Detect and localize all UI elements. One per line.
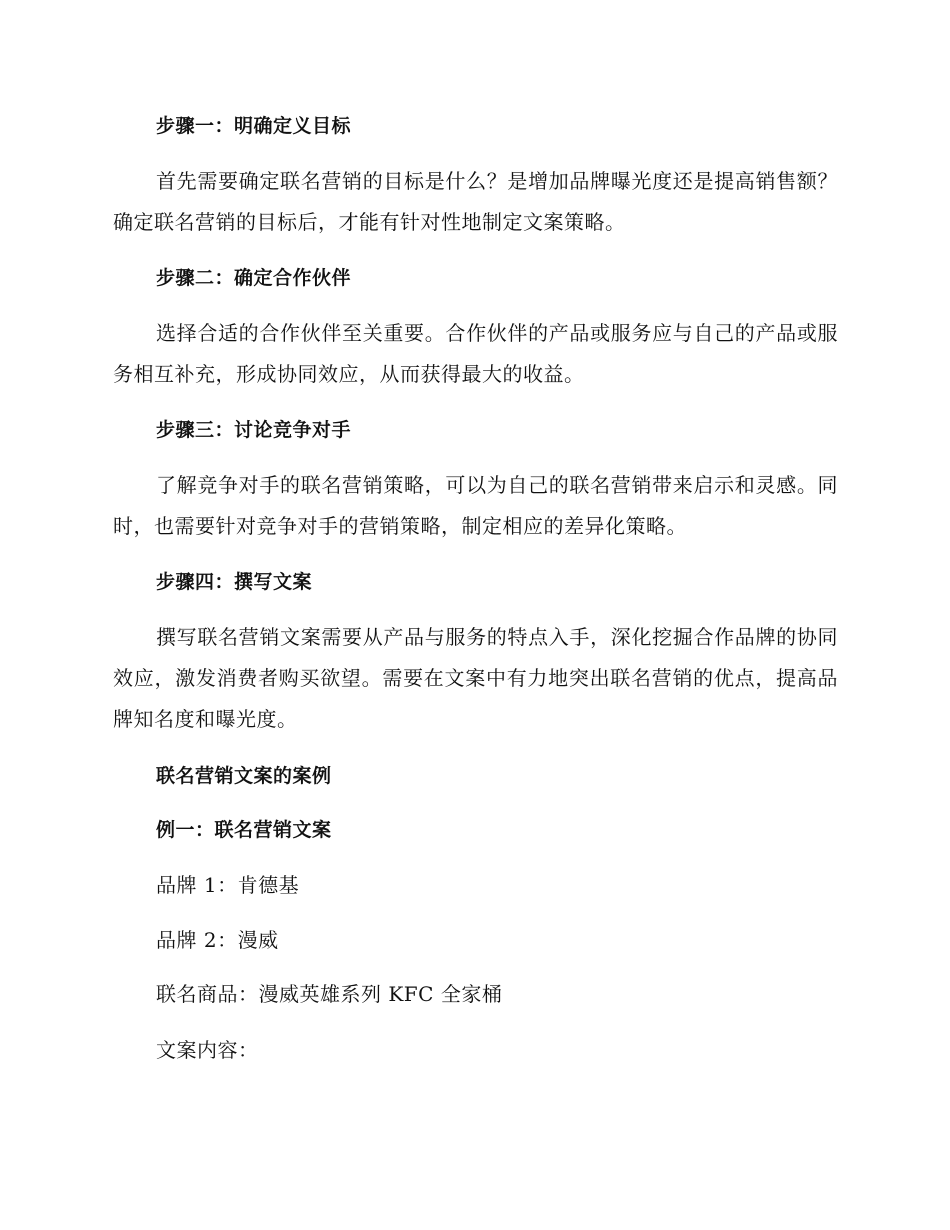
step2-heading: 步骤二：确定合作伙伴 (156, 267, 352, 289)
step1-paragraph: 首先需要确定联名营销的目标是什么？是增加品牌曝光度还是提高销售额？确定联名营销的目标后，才能有针对性地制定文案策略。 (113, 169, 838, 234)
brand2-line: 品牌 2：漫威 (156, 928, 279, 952)
step4-heading: 步骤四：撰写文案 (156, 571, 313, 593)
example1-heading: 例一：联名营销文案 (156, 819, 332, 841)
step3-heading: 步骤三：讨论竞争对手 (156, 419, 352, 441)
product-line: 联名商品：漫威英雄系列 KFC 全家桶 (156, 982, 503, 1006)
cases-heading: 联名营销文案的案例 (156, 765, 332, 787)
step3-paragraph: 了解竞争对手的联名营销策略，可以为自己的联名营销带来启示和灵感。同时，也需要针对竞争对手的营销策略，制定相应的差异化策略。 (113, 473, 838, 538)
step2-paragraph: 选择合适的合作伙伴至关重要。合作伙伴的产品或服务应与自己的产品或服务相互补充，形成协同效应，从而获得最大的收益。 (113, 321, 838, 386)
brand1-line: 品牌 1：肯德基 (156, 873, 300, 897)
content-label: 文案内容： (156, 1038, 259, 1062)
step4-paragraph: 撰写联名营销文案需要从产品与服务的特点入手，深化挖掘合作品牌的协同效应，激发消费者购买欲望。需要在文案中有力地突出联名营销的优点，提高品牌知名度和曝光度。 (113, 625, 838, 731)
step1-heading: 步骤一：明确定义目标 (156, 115, 352, 137)
